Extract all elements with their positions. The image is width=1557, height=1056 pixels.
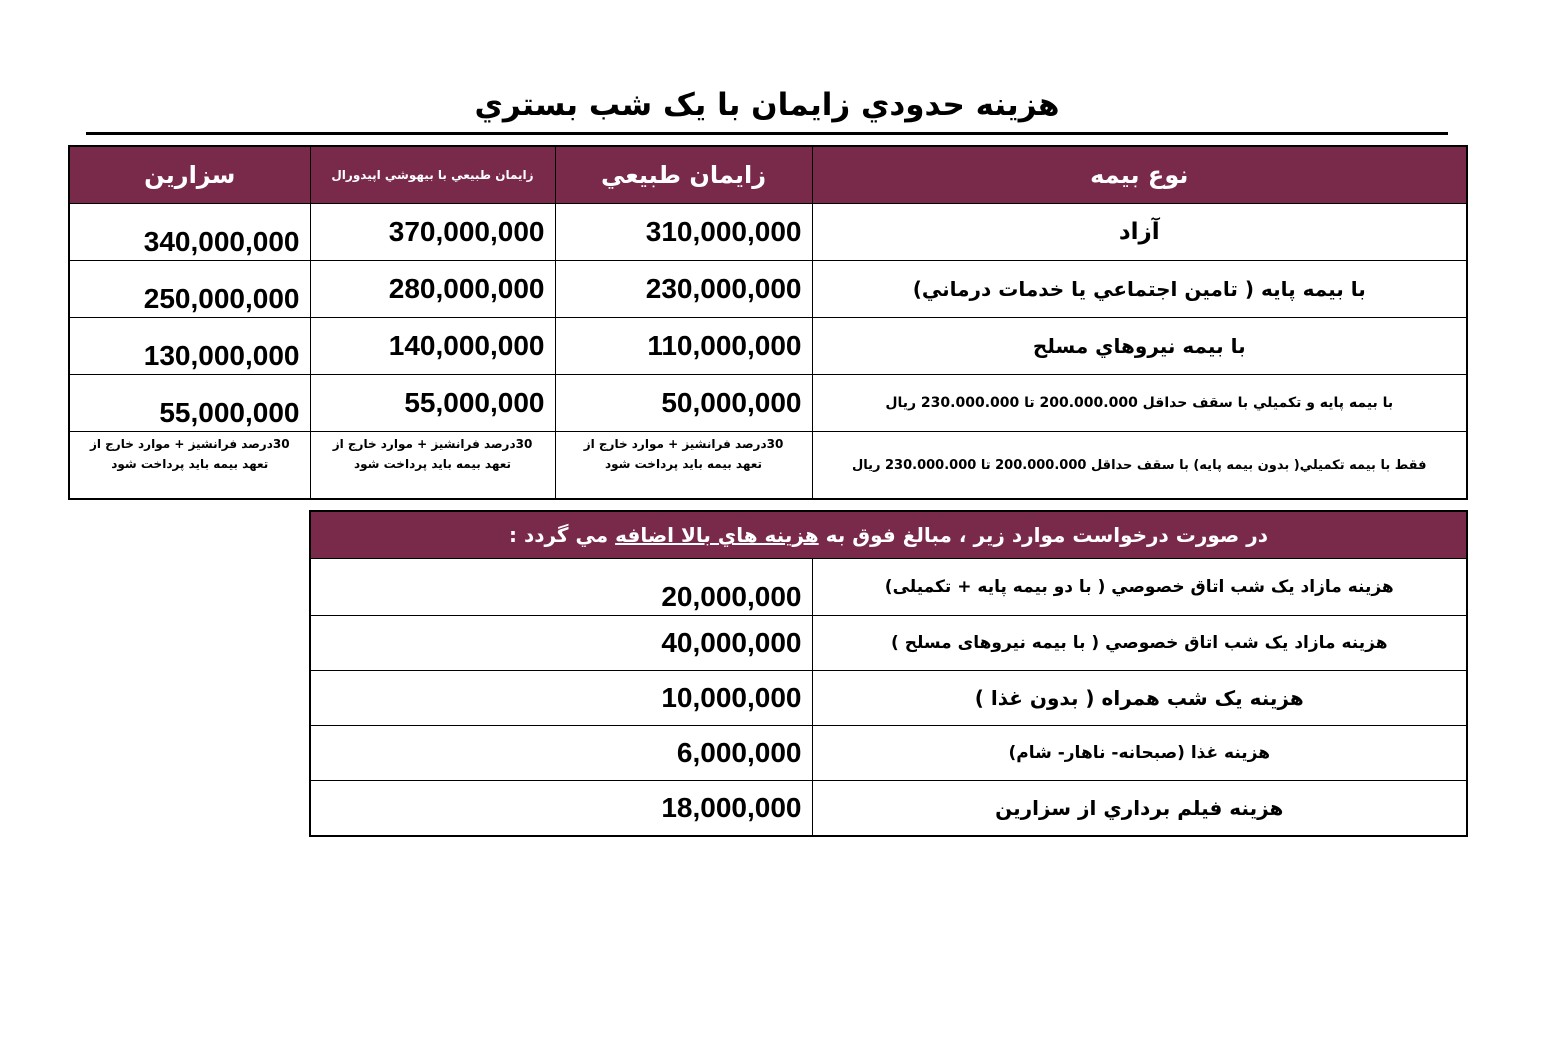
page-title: هزينه حدودي زايمان با يک شب بستري (86, 82, 1448, 135)
cesarean-cost: 250,000,000 (69, 261, 310, 318)
table-row (310, 671, 1467, 726)
extras-header (310, 511, 1467, 559)
natural-note (555, 432, 812, 500)
extras-header-underlined: هزينه هاي بالا اضافه (615, 523, 819, 547)
extra-cost-value: 10,000,000 (310, 671, 812, 726)
extras-header-prefix: در صورت درخواست موارد زير ، مبالغ فوق به (818, 523, 1269, 547)
table-row (310, 726, 1467, 781)
note-line: 30درصد فرانشيز + موارد خارج از (89, 437, 290, 451)
note-line: 30درصد فرانشيز + موارد خارج از (332, 437, 533, 451)
note-line: تعهد بيمه بايد پرداخت شود (353, 457, 512, 471)
insurance-type-label: با بيمه پايه ( تامين اجتماعي يا خدمات درماني) (812, 261, 1467, 318)
natural-cost: 110,000,000 (555, 318, 812, 375)
extra-cost-label: هزينه فيلم برداري از سزارين (812, 781, 1467, 837)
extra-cost-value: 18,000,000 (310, 781, 812, 837)
table-row (310, 616, 1467, 671)
extra-cost-value: 6,000,000 (310, 726, 812, 781)
note-line: تعهد بيمه بايد پرداخت شود (111, 457, 269, 471)
extra-cost-label: هزينه مازاد يک شب اتاق خصوصي ( با دو بيمه پايه + تکميلی) (812, 559, 1467, 616)
extras-header-suffix: مي گردد : (509, 523, 616, 547)
epidural-cost: 140,000,000 (310, 318, 555, 375)
table-row (69, 261, 1467, 318)
note-line: تعهد بيمه بايد پرداخت شود (604, 457, 763, 471)
extra-cost-label: هزينه غذا (صبحانه- ناهار- شام) (812, 726, 1467, 781)
extra-cost-label: هزينه يک شب همراه ( بدون غذا ) (812, 671, 1467, 726)
header-row (69, 146, 1467, 204)
table-row (69, 318, 1467, 375)
natural-cost: 230,000,000 (555, 261, 812, 318)
cesarean-cost: 130,000,000 (69, 318, 310, 375)
cesarean-note (69, 432, 310, 500)
insurance-type-label: آزاد (812, 204, 1467, 261)
cesarean-cost: 55,000,000 (69, 375, 310, 432)
epidural-cost: 55,000,000 (310, 375, 555, 432)
header-row (310, 511, 1467, 559)
insurance-type-label: با بيمه پايه و تکميلي با سقف حداقل 200.000.000 تا 230.000.000 ريال (812, 375, 1467, 432)
insurance-type-label: با بيمه نيروهاي مسلح (812, 318, 1467, 375)
header-natural: زايمان طبيعي (555, 146, 812, 204)
epidural-cost: 280,000,000 (310, 261, 555, 318)
table-row (310, 781, 1467, 837)
extra-cost-value: 40,000,000 (310, 616, 812, 671)
table-row (310, 559, 1467, 616)
extra-cost-value: 20,000,000 (310, 559, 812, 616)
table-row (69, 432, 1467, 500)
cesarean-cost: 340,000,000 (69, 204, 310, 261)
natural-cost: 310,000,000 (555, 204, 812, 261)
header-insurance-type: نوع بيمه (812, 146, 1467, 204)
epidural-cost: 370,000,000 (310, 204, 555, 261)
epidural-note (310, 432, 555, 500)
header-epidural: زايمان طبيعي با بيهوشي اپيدورال (310, 146, 555, 204)
delivery-cost-table (68, 145, 1468, 500)
table-row (69, 375, 1467, 432)
extras-cost-table (309, 510, 1468, 837)
note-line: 30درصد فرانشيز + موارد خارج از (583, 437, 784, 451)
insurance-type-label: فقط با بيمه تکميلي( بدون بيمه پايه) با سقف حداقل 200.000.000 تا 230.000.000 ريال (812, 432, 1467, 500)
table-row (69, 204, 1467, 261)
header-cesarean: سزارين (69, 146, 310, 204)
natural-cost: 50,000,000 (555, 375, 812, 432)
extra-cost-label: هزينه مازاد يک شب اتاق خصوصي ( با بيمه نيروهای مسلح ) (812, 616, 1467, 671)
